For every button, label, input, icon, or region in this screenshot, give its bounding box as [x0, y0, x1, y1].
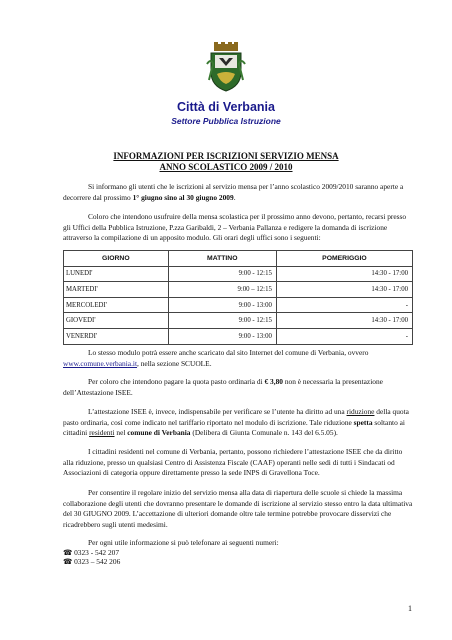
telephone-icon: ☎ — [63, 548, 73, 557]
p4-text: Per coloro che intendono pagare la quota pasto ordinaria di — [88, 377, 265, 386]
p4-end: non è necessaria la presentazione dell’Attestazione ISEE. — [63, 377, 383, 397]
p5-residenti: residenti — [89, 428, 115, 437]
website-link[interactable]: www.comune.verbania.it — [63, 358, 138, 368]
coat-of-arms-icon — [205, 42, 247, 92]
p5-comune: comune di Verbania — [127, 428, 191, 437]
paragraph-office-info: Coloro che intendono usufruire della mensa scolastica per il prossimo anno devono, pertanto, recarsi presso gli Uffici della Pubblica Istruzione, P.zza Garibaldi, 2 – Verbania Pallanza e redigere la domanda di iscrizione attraverso la compilazione di un apposito modulo. Gli orari degli uffici sono i seguenti: — [63, 212, 407, 242]
paragraph-deadline: Per consentire il regolare inizio del servizio mensa alla data di riapertura delle scuole si chiede la massima collaborazione degli utenti che dovranno presentare le domande di iscrizione al servizio stesso entro la data ultimativa del 30 GIUGNO 2009. L’accettazione di ulteriori domande oltre tale termine potrebbe provocare disservizi che ricadrebbero sugli utenti medesimi. — [63, 488, 413, 529]
paragraph-phone-info: Per ogni utile informazione si può telefonare ai seguenti numeri: — [88, 538, 279, 547]
table-row — [64, 328, 413, 344]
table-row — [64, 282, 413, 298]
table-row — [64, 297, 413, 313]
p1-end: . — [233, 192, 236, 202]
title-line-2: ANNO SCOLASTICO 2009 / 2010 — [159, 162, 293, 172]
afternoon-cell: - — [276, 328, 412, 344]
p5-e: (Delibera di Giunta Comunale n. 143 del 6.5.05). — [190, 428, 338, 437]
table-header-row — [64, 251, 413, 267]
day-cell: LUNEDI' — [64, 266, 169, 282]
paragraph-isee — [63, 407, 413, 439]
morning-cell: 9:00 - 12:15 — [168, 266, 276, 282]
day-cell: VENERDI' — [64, 328, 169, 344]
table-row — [64, 313, 413, 329]
table-row — [64, 266, 413, 282]
header-morning: MATTINO — [168, 251, 276, 267]
p5-d: nel — [114, 428, 128, 437]
paragraph-opening-dates — [63, 182, 413, 203]
page-number: 1 — [408, 604, 412, 613]
phone-line-2 — [63, 557, 120, 566]
phone-number-1: 0323 - 542 207 — [74, 548, 120, 557]
telephone-icon: ☎ — [63, 557, 73, 566]
p5-b: della quota pasto ordinaria, così come indicato nel tariffario riportato nel modulo di iscrizione. Tale riduzione — [63, 407, 409, 427]
p5-riduzione: riduzione — [346, 407, 375, 416]
day-cell: GIOVEDI' — [64, 313, 169, 329]
day-cell: MARTEDI' — [64, 282, 169, 298]
p5-spetta: spetta — [353, 417, 373, 427]
p1-dates: 1° giugno sino al 30 giugno 2009 — [132, 192, 234, 202]
afternoon-cell: 14:30 - 17:00 — [276, 313, 412, 329]
sector-name: Settore Pubblica Istruzione — [171, 116, 281, 126]
morning-cell: 9:00 - 12:15 — [168, 313, 276, 329]
morning-cell: 9:00 – 12:15 — [168, 282, 276, 298]
afternoon-cell: 14:30 - 17:00 — [276, 266, 412, 282]
header-afternoon: POMERIGGIO — [276, 251, 412, 267]
morning-cell: 9:00 - 13:00 — [168, 297, 276, 313]
office-hours-table — [63, 250, 413, 345]
header-day: GIORNO — [64, 251, 169, 267]
p1-text: Si informano gli utenti che le iscrizioni al servizio mensa per l’anno scolastico 2009/2010 saranno aperte a decorrere dal prossimo — [63, 182, 404, 202]
day-cell: MERCOLEDI' — [64, 297, 169, 313]
phone-line-1 — [63, 548, 119, 557]
p5-c: soltanto ai cittadini — [63, 417, 405, 437]
p3-text: Lo stesso modulo potrà essere anche scaricato dal sito Internet del comune di Verbania, ovvero — [88, 348, 369, 357]
paragraph-ordinary-fee — [63, 377, 413, 398]
fee-amount: € 3,80 — [264, 377, 283, 386]
p5-a: L’attestazione ISEE è, invece, indispensabile per verificare se l’utente ha diritto ad una — [88, 407, 347, 416]
paragraph-caaf: I cittadini residenti nel comune di Verbania, pertanto, possono richiedere l’attestazione ISEE che da diritto alla riduzione, presso un qualsiasi Centro di Assistenza Fiscale (CAAF) operanti nelle sedi di tutti i Sindacati od Associazioni di categoria oppure direttamente presso la sede INPS di Gravellona Toce. — [63, 447, 403, 477]
morning-cell: 9:00 - 13:00 — [168, 328, 276, 344]
p3-end: , nella sezione SCUOLE. — [137, 358, 212, 368]
city-name: Città di Verbania — [177, 100, 275, 114]
title-line-1: INFORMAZIONI PER ISCRIZIONI SERVIZIO MENSA — [113, 151, 339, 161]
document-title — [0, 151, 452, 173]
phone-number-2: 0323 – 542 206 — [74, 557, 121, 566]
afternoon-cell: - — [276, 297, 412, 313]
afternoon-cell: 14:30 - 17:00 — [276, 282, 412, 298]
paragraph-download — [63, 348, 413, 369]
